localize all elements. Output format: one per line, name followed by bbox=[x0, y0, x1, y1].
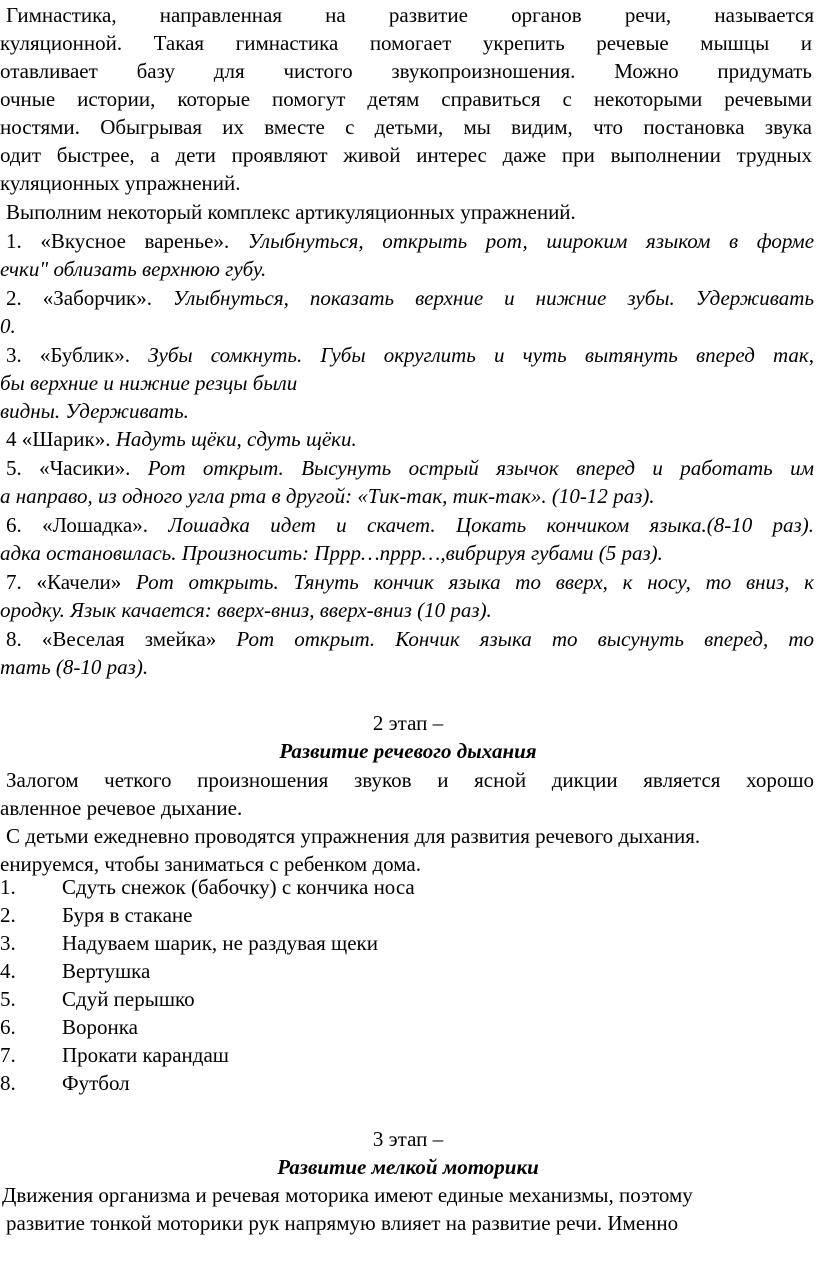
list-number: 1. bbox=[0, 875, 16, 899]
exercise-instruction: Лошадка идет и скачет. Цокать кончиком языка.(8-10 раз). bbox=[168, 513, 814, 537]
paragraph-line: развитие тонкой моторики рук напрямую влияет на развитие речи. Именно bbox=[6, 1211, 679, 1235]
list-text: Воронка bbox=[62, 1015, 138, 1039]
exercise-instruction: 0. bbox=[0, 314, 16, 338]
exercise-name: 5. «Часики». bbox=[6, 456, 131, 480]
list-text: Сдуть снежок (бабочку) с кончика носа bbox=[62, 875, 415, 899]
exercise-7 bbox=[6, 569, 814, 596]
exercise-instruction: тать (8-10 раз). bbox=[0, 655, 149, 679]
exercise-name: 3. «Бублик». bbox=[6, 343, 130, 367]
list-text: Сдуй перышко bbox=[62, 987, 195, 1011]
list-number: 6. bbox=[0, 1015, 16, 1039]
paragraph-line: Движения организма и речевая моторика имеют единые механизмы, поэтому bbox=[2, 1183, 693, 1207]
exercise-name: 7. «Качели» bbox=[6, 570, 122, 594]
exercise-2 bbox=[6, 285, 814, 312]
list-number: 2. bbox=[0, 903, 16, 927]
exercise-instruction: Рот открыт. Кончик языка то высунуть вперед, то bbox=[236, 627, 814, 651]
exercise-instruction: адка остановилась. Произносить: Пррр…пррр…,вибрируя губами (5 раз). bbox=[0, 541, 663, 565]
list-number: 7. bbox=[0, 1043, 16, 1067]
exercise-name: 1. «Вкусное варенье». bbox=[6, 229, 230, 253]
paragraph-line: отавливает базу для чистого звукопроизношения. Можно придумать bbox=[0, 59, 812, 83]
list-item bbox=[0, 902, 816, 929]
list-item bbox=[0, 1070, 816, 1097]
list-text: Футбол bbox=[62, 1071, 130, 1095]
exercise-instruction: бы верхние и нижние резцы были bbox=[0, 371, 298, 395]
list-text: Вертушка bbox=[62, 959, 151, 983]
paragraph-line: Гимнастика, направленная на развитие органов речи, называется bbox=[6, 3, 814, 27]
list-item bbox=[0, 1042, 816, 1069]
list-text: Надуваем шарик, не раздувая щеки bbox=[62, 931, 378, 955]
list-number: 5. bbox=[0, 987, 16, 1011]
list-item bbox=[0, 930, 816, 957]
list-number: 8. bbox=[0, 1071, 16, 1095]
list-number: 4. bbox=[0, 959, 16, 983]
stage-label: 2 этап – bbox=[372, 711, 444, 735]
list-text: Прокати карандаш bbox=[62, 1043, 229, 1067]
list-text: Буря в стакане bbox=[62, 903, 193, 927]
list-number: 3. bbox=[0, 931, 16, 955]
stage-label: 3 этап – bbox=[372, 1127, 444, 1151]
exercise-instruction: Рот открыть. Тянуть кончик языка то вверх, к носу, то вниз, к bbox=[136, 570, 815, 594]
exercise-instruction: Улыбнуться, открыть рот, широким языком в форме bbox=[247, 229, 815, 253]
paragraph-line: ностями. Обыгрывая их вместе с детьми, мы видим, что постановка звука bbox=[0, 115, 812, 139]
exercises-intro: Выполним некоторый комплекс артикуляционных упражнений. bbox=[6, 200, 576, 224]
paragraph-line: авленное речевое дыхание. bbox=[0, 796, 243, 820]
exercise-instruction: ечки" облизать верхнюю губу. bbox=[0, 257, 267, 281]
exercise-name: 6. «Лошадка». bbox=[6, 513, 148, 537]
exercise-instruction: Улыбнуться, показать верхние и нижние зубы. Удерживать bbox=[173, 286, 815, 310]
paragraph-line: куляционной. Такая гимнастика помогает укрепить речевые мышцы и bbox=[0, 31, 812, 55]
exercise-3 bbox=[6, 342, 814, 369]
exercise-instruction: видны. Удерживать. bbox=[0, 399, 189, 423]
list-item bbox=[0, 986, 816, 1013]
paragraph-line: очные истории, которые помогут детям справиться с некоторыми речевыми bbox=[0, 87, 812, 111]
paragraph-line: Залогом четкого произношения звуков и ясной дикции является хорошо bbox=[6, 768, 814, 792]
list-item bbox=[0, 1014, 816, 1041]
exercise-6 bbox=[6, 512, 814, 539]
paragraph-line: С детьми ежедневно проводятся упражнения для развития речевого дыхания. bbox=[6, 824, 701, 848]
exercise-instruction: Зубы сомкнуть. Губы округлить и чуть вытянуть вперед так, bbox=[148, 343, 814, 367]
exercise-name: 4 «Шарик». bbox=[6, 427, 111, 451]
paragraph-line: одит быстрее, а дети проявляют живой интерес даже при выполнении трудных bbox=[0, 143, 812, 167]
section-title: Развитие речевого дыхания bbox=[279, 739, 537, 763]
exercise-instruction: ородку. Язык качается: вверх-вниз, вверх-вниз (10 раз). bbox=[0, 598, 492, 622]
exercise-4 bbox=[6, 426, 357, 453]
exercise-instruction: Надуть щёки, сдуть щёки. bbox=[115, 427, 357, 451]
exercise-1 bbox=[6, 228, 814, 255]
exercise-name: 8. «Веселая змейка» bbox=[6, 627, 217, 651]
exercise-instruction: а направо, из одного угла рта в другой: «Тик-так, тик-так». (10-12 раз). bbox=[0, 484, 655, 508]
list-item bbox=[0, 874, 816, 901]
exercise-instruction: Рот открыт. Высунуть острый язычок вперед и работать им bbox=[147, 456, 815, 480]
exercise-name: 2. «Заборчик». bbox=[6, 286, 153, 310]
list-item bbox=[0, 958, 816, 985]
exercise-8 bbox=[6, 626, 814, 653]
exercise-5 bbox=[6, 455, 814, 482]
paragraph-line: куляционных упражнений. bbox=[0, 171, 241, 195]
section-title: Развитие мелкой моторики bbox=[277, 1155, 539, 1179]
paragraph-line: енируемся, чтобы заниматься с ребенком дома. bbox=[0, 852, 421, 876]
